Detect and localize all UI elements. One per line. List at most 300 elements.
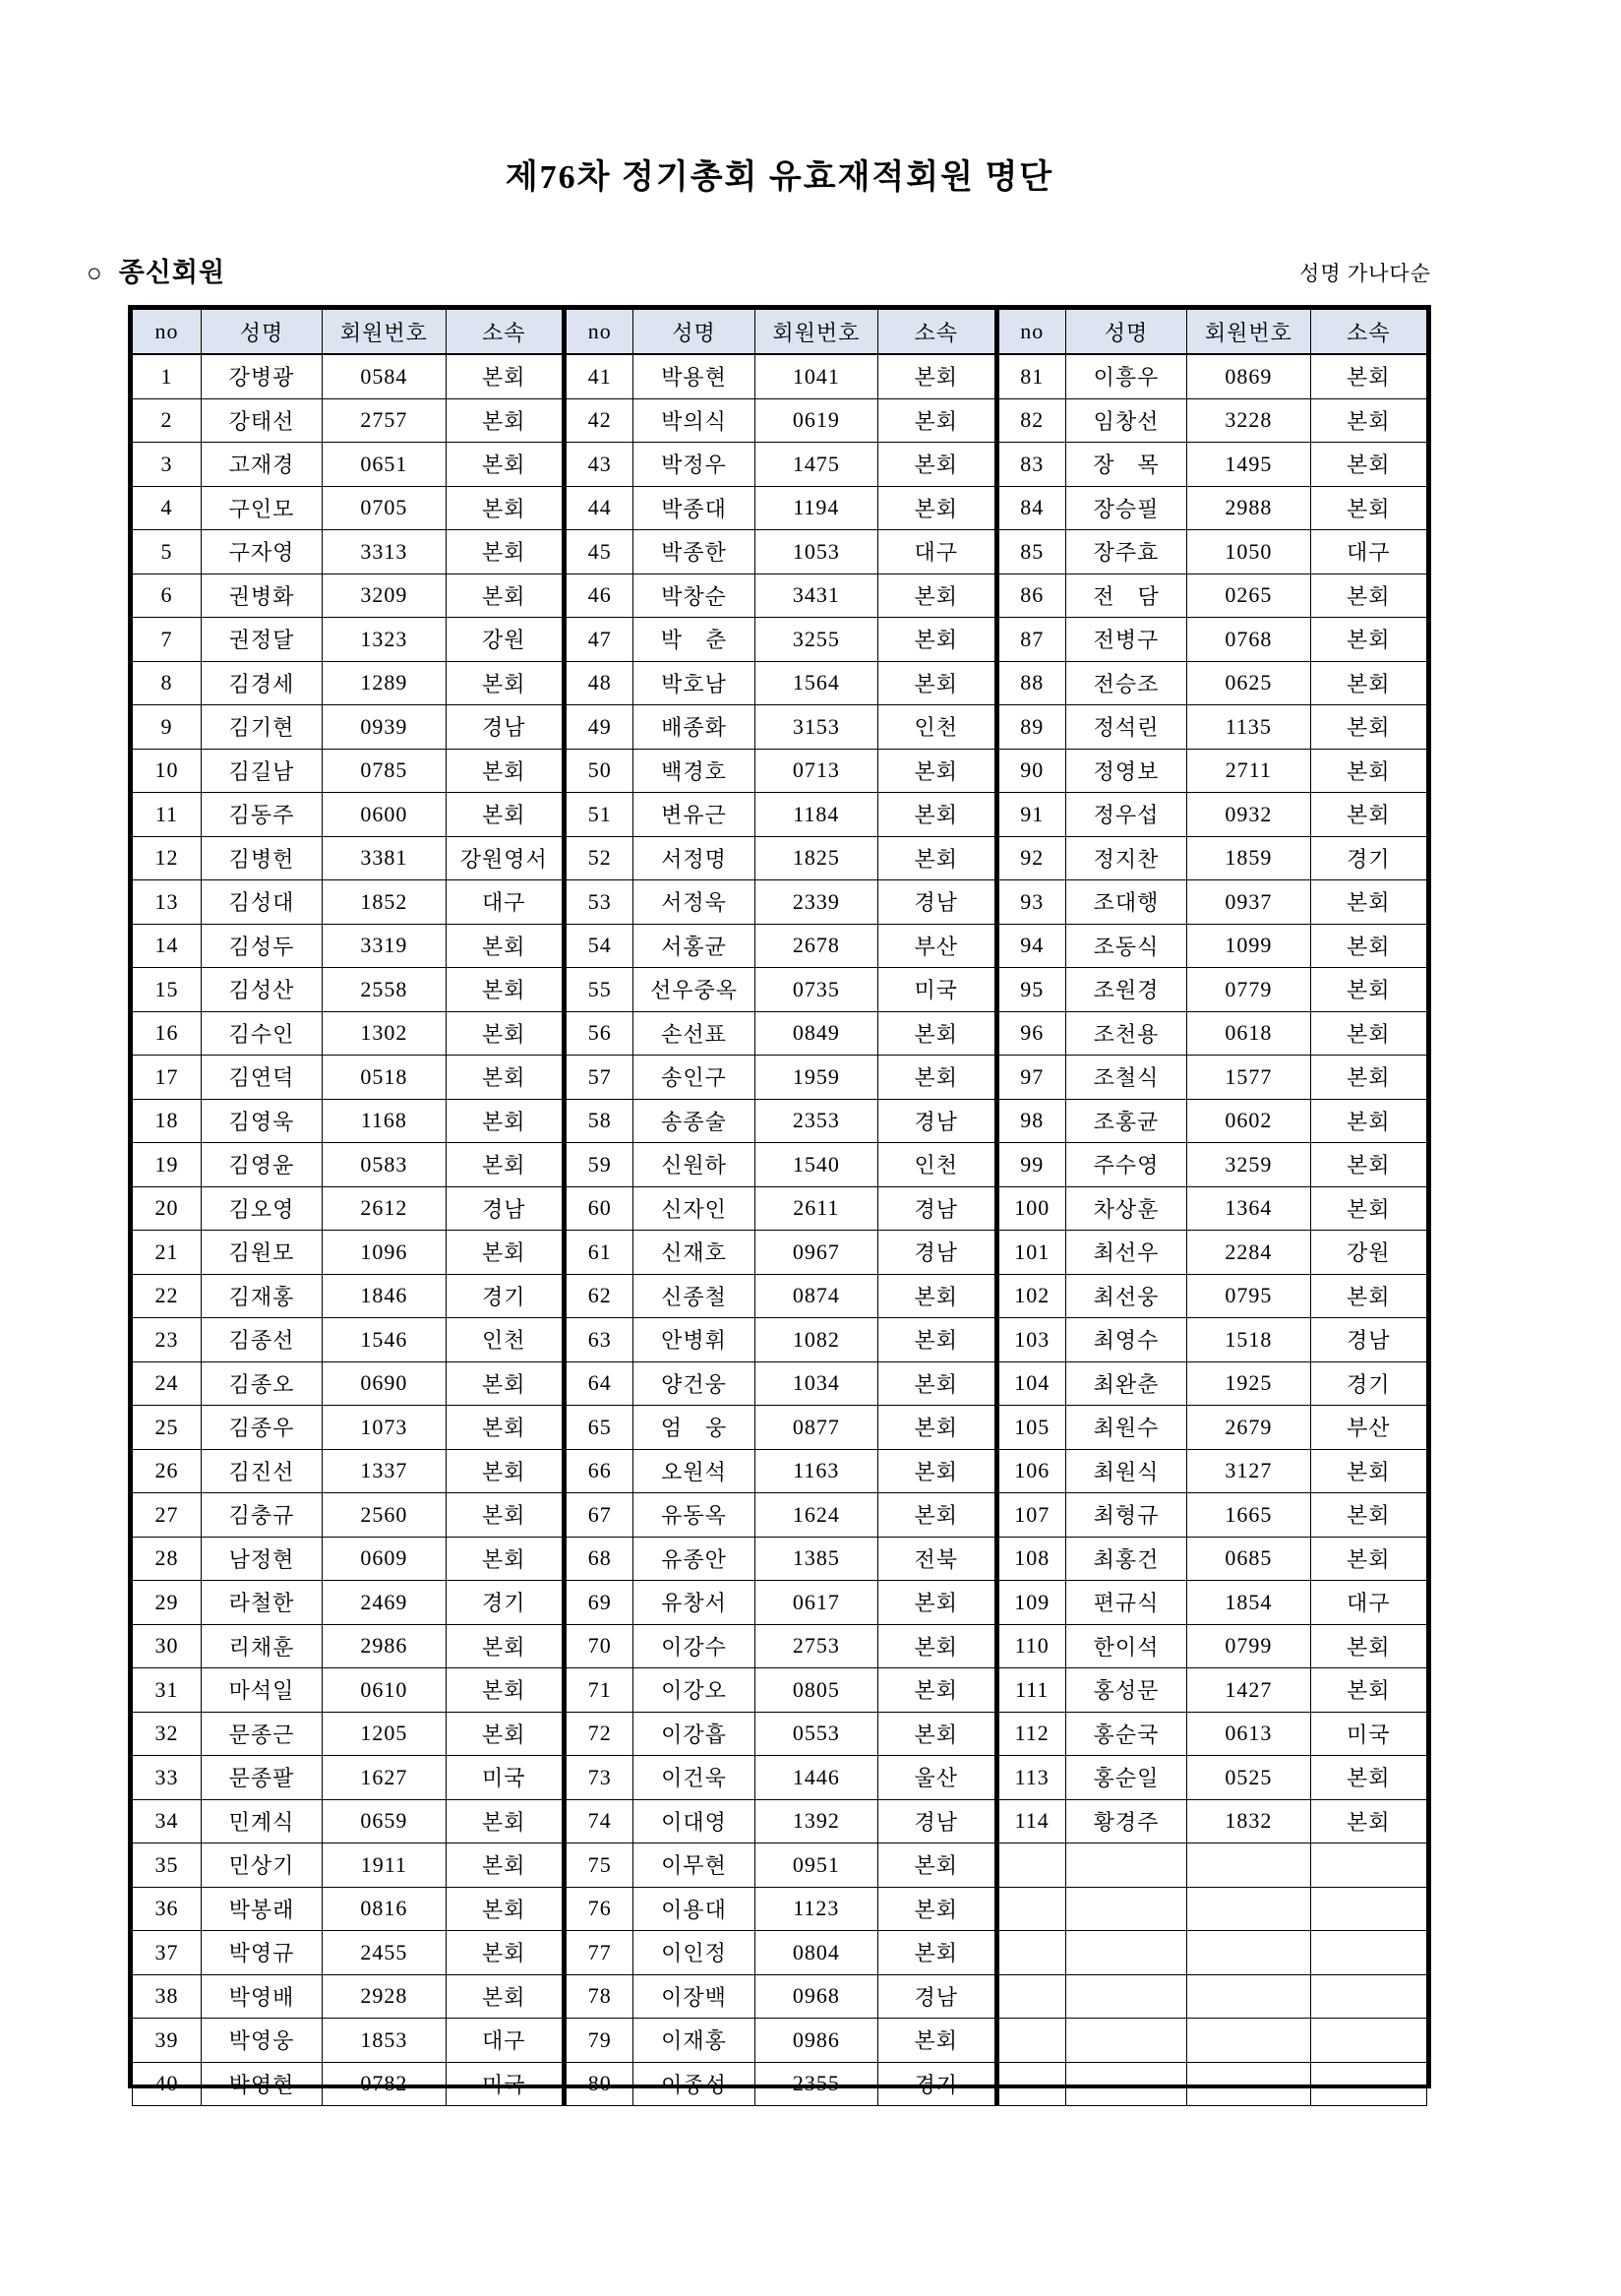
table-row <box>565 1011 994 1056</box>
cell-member-number: 0768 <box>1187 618 1310 662</box>
table-row <box>997 574 1427 618</box>
cell-member-number: 0877 <box>754 1406 877 1450</box>
cell-name: 이용대 <box>633 1887 754 1931</box>
table-row <box>565 530 994 574</box>
cell-name: 양건웅 <box>633 1361 754 1406</box>
cell-member-number: 2988 <box>1187 486 1310 530</box>
cell-member-number: 1289 <box>323 661 446 705</box>
cell-affiliation: 본회 <box>878 1843 994 1888</box>
cell-affiliation: 경남 <box>446 705 562 750</box>
cell-name: 김길남 <box>201 749 322 793</box>
cell-name: 라철한 <box>201 1581 322 1625</box>
cell-name: 오원석 <box>633 1449 754 1493</box>
cell-name: 신자인 <box>633 1186 754 1231</box>
cell-member-number: 2679 <box>1187 1406 1310 1450</box>
cell-affiliation: 본회 <box>446 486 562 530</box>
cell-no: 98 <box>997 1099 1066 1143</box>
cell-no: 43 <box>565 443 633 487</box>
cell-member-number: 0779 <box>1187 968 1310 1012</box>
table-row <box>997 1668 1427 1713</box>
cell-name: 김연덕 <box>201 1056 322 1100</box>
cell-no: 112 <box>997 1712 1066 1756</box>
empty-cell <box>997 1974 1066 2019</box>
cell-name: 이무현 <box>633 1843 754 1888</box>
cell-name: 선우중옥 <box>633 968 754 1012</box>
cell-member-number: 1495 <box>1187 443 1310 487</box>
cell-affiliation: 부산 <box>878 924 994 968</box>
cell-member-number: 1427 <box>1187 1668 1310 1713</box>
table-row <box>565 1493 994 1538</box>
cell-no: 19 <box>133 1143 202 1187</box>
cell-affiliation: 본회 <box>1310 1493 1426 1538</box>
cell-member-number: 2611 <box>754 1186 877 1231</box>
empty-cell <box>1310 1843 1426 1888</box>
cell-member-number: 1624 <box>754 1493 877 1538</box>
table-row <box>565 1624 994 1668</box>
table-row <box>565 1712 994 1756</box>
empty-cell <box>1065 2062 1186 2106</box>
cell-name: 최영수 <box>1065 1318 1186 1362</box>
cell-name: 정지찬 <box>1065 836 1186 880</box>
cell-member-number: 1846 <box>323 1274 446 1318</box>
cell-affiliation: 본회 <box>446 793 562 837</box>
table-row <box>133 836 563 880</box>
cell-name: 김원모 <box>201 1231 322 1275</box>
cell-no: 109 <box>997 1581 1066 1625</box>
cell-member-number: 1577 <box>1187 1056 1310 1100</box>
cell-name: 이강흡 <box>633 1712 754 1756</box>
table-row <box>565 1449 994 1493</box>
cell-no: 73 <box>565 1756 633 1800</box>
cell-name: 유창서 <box>633 1581 754 1625</box>
cell-affiliation: 본회 <box>1310 880 1426 925</box>
empty-cell <box>1065 2019 1186 2063</box>
cell-name: 홍성문 <box>1065 1668 1186 1713</box>
table-row <box>133 1318 563 1362</box>
cell-name: 박 춘 <box>633 618 754 662</box>
cell-name: 전승조 <box>1065 661 1186 705</box>
cell-member-number: 0805 <box>754 1668 877 1713</box>
cell-member-number: 0685 <box>1187 1537 1310 1581</box>
cell-no: 50 <box>565 749 633 793</box>
cell-no: 45 <box>565 530 633 574</box>
cell-affiliation: 본회 <box>446 749 562 793</box>
cell-member-number: 1546 <box>323 1318 446 1362</box>
cell-no: 92 <box>997 836 1066 880</box>
cell-affiliation: 경기 <box>1310 1361 1426 1406</box>
table-row <box>997 1406 1427 1450</box>
table-row <box>997 1099 1427 1143</box>
cell-member-number: 1168 <box>323 1099 446 1143</box>
empty-cell <box>1310 2019 1426 2063</box>
table-row <box>997 486 1427 530</box>
cell-name: 엄 웅 <box>633 1406 754 1450</box>
cell-name: 백경호 <box>633 749 754 793</box>
empty-cell <box>1187 1843 1310 1888</box>
cell-no: 51 <box>565 793 633 837</box>
cell-affiliation: 대구 <box>446 2019 562 2063</box>
column-header-member-number: 회원번호 <box>323 310 446 355</box>
cell-no: 58 <box>565 1099 633 1143</box>
table-row <box>997 924 1427 968</box>
cell-no: 41 <box>565 354 633 398</box>
table-row <box>565 1056 994 1100</box>
cell-member-number: 2711 <box>1187 749 1310 793</box>
cell-member-number: 1099 <box>1187 924 1310 968</box>
cell-no: 83 <box>997 443 1066 487</box>
cell-name: 김성두 <box>201 924 322 968</box>
cell-name: 김충규 <box>201 1493 322 1538</box>
cell-member-number: 1082 <box>754 1318 877 1362</box>
table-row <box>997 836 1427 880</box>
table-row <box>133 1537 563 1581</box>
cell-no: 97 <box>997 1056 1066 1100</box>
cell-affiliation: 경기 <box>878 2062 994 2106</box>
cell-name: 김오영 <box>201 1186 322 1231</box>
empty-cell <box>1310 1974 1426 2019</box>
cell-no: 71 <box>565 1668 633 1713</box>
cell-member-number: 0713 <box>754 749 877 793</box>
cell-no: 110 <box>997 1624 1066 1668</box>
empty-cell <box>1065 1931 1186 1975</box>
cell-no: 85 <box>997 530 1066 574</box>
table-row <box>565 2019 994 2063</box>
cell-affiliation: 본회 <box>446 1931 562 1975</box>
cell-name: 변유근 <box>633 793 754 837</box>
cell-affiliation: 본회 <box>446 1361 562 1406</box>
cell-no: 9 <box>133 705 202 750</box>
cell-affiliation: 본회 <box>878 749 994 793</box>
cell-member-number: 2353 <box>754 1099 877 1143</box>
cell-affiliation: 본회 <box>446 1799 562 1843</box>
cell-member-number: 1665 <box>1187 1493 1310 1538</box>
cell-member-number: 2757 <box>323 398 446 443</box>
cell-name: 서정명 <box>633 836 754 880</box>
cell-affiliation: 인천 <box>878 1143 994 1187</box>
table-row <box>565 1887 994 1931</box>
cell-affiliation: 본회 <box>878 1931 994 1975</box>
table-row <box>565 574 994 618</box>
cell-no: 62 <box>565 1274 633 1318</box>
cell-member-number: 0600 <box>323 793 446 837</box>
table-row <box>133 880 563 925</box>
header-row <box>565 310 994 355</box>
cell-name: 문종근 <box>201 1712 322 1756</box>
cell-name: 안병휘 <box>633 1318 754 1362</box>
member-table-group-2 <box>563 309 995 2106</box>
cell-affiliation: 본회 <box>446 1406 562 1450</box>
table-row <box>565 443 994 487</box>
cell-no: 40 <box>133 2062 202 2106</box>
table-row <box>997 1799 1427 1843</box>
cell-no: 95 <box>997 968 1066 1012</box>
cell-no: 93 <box>997 880 1066 925</box>
table-row <box>997 354 1427 398</box>
cell-affiliation: 본회 <box>878 661 994 705</box>
cell-member-number: 1825 <box>754 836 877 880</box>
cell-affiliation: 인천 <box>878 705 994 750</box>
cell-no: 103 <box>997 1318 1066 1362</box>
table-row <box>133 1712 563 1756</box>
cell-affiliation: 본회 <box>878 1668 994 1713</box>
cell-member-number: 1518 <box>1187 1318 1310 1362</box>
table-row <box>565 1186 994 1231</box>
cell-affiliation: 미국 <box>1310 1712 1426 1756</box>
table-row <box>133 2062 563 2106</box>
table-row <box>997 968 1427 1012</box>
empty-cell <box>997 1887 1066 1931</box>
cell-name: 남정현 <box>201 1537 322 1581</box>
cell-no: 18 <box>133 1099 202 1143</box>
cell-no: 101 <box>997 1231 1066 1275</box>
table-row <box>565 749 994 793</box>
cell-affiliation: 경남 <box>878 1974 994 2019</box>
cell-no: 21 <box>133 1231 202 1275</box>
cell-affiliation: 본회 <box>878 1712 994 1756</box>
column-header-name: 성명 <box>1065 310 1186 355</box>
table-row <box>133 793 563 837</box>
cell-no: 25 <box>133 1406 202 1450</box>
cell-affiliation: 본회 <box>1310 1186 1426 1231</box>
cell-affiliation: 본회 <box>1310 1099 1426 1143</box>
table-row <box>565 1931 994 1975</box>
cell-affiliation: 본회 <box>446 398 562 443</box>
cell-affiliation: 본회 <box>878 1318 994 1362</box>
table-row <box>565 793 994 837</box>
cell-affiliation: 부산 <box>1310 1406 1426 1450</box>
cell-no: 28 <box>133 1537 202 1581</box>
cell-name: 박창순 <box>633 574 754 618</box>
cell-name: 김수인 <box>201 1011 322 1056</box>
cell-affiliation: 경남 <box>878 1231 994 1275</box>
cell-no: 11 <box>133 793 202 837</box>
cell-affiliation: 본회 <box>446 530 562 574</box>
cell-affiliation: 본회 <box>446 354 562 398</box>
cell-name: 김경세 <box>201 661 322 705</box>
cell-name: 이종성 <box>633 2062 754 2106</box>
cell-member-number: 2355 <box>754 2062 877 2106</box>
table-row <box>997 1011 1427 1056</box>
table-row <box>133 1756 563 1800</box>
cell-member-number: 1911 <box>323 1843 446 1888</box>
empty-row <box>997 1974 1427 2019</box>
cell-member-number: 0849 <box>754 1011 877 1056</box>
cell-no: 94 <box>997 924 1066 968</box>
cell-member-number: 1323 <box>323 618 446 662</box>
cell-name: 마석일 <box>201 1668 322 1713</box>
cell-member-number: 1050 <box>1187 530 1310 574</box>
cell-affiliation: 대구 <box>878 530 994 574</box>
empty-cell <box>1310 2062 1426 2106</box>
cell-affiliation: 본회 <box>1310 661 1426 705</box>
table-row <box>997 1274 1427 1318</box>
cell-affiliation: 강원영서 <box>446 836 562 880</box>
cell-no: 7 <box>133 618 202 662</box>
cell-no: 84 <box>997 486 1066 530</box>
cell-affiliation: 본회 <box>1310 1056 1426 1100</box>
table-row <box>565 618 994 662</box>
cell-name: 문종팔 <box>201 1756 322 1800</box>
column-header-affiliation: 소속 <box>446 310 562 355</box>
cell-no: 27 <box>133 1493 202 1538</box>
cell-affiliation: 본회 <box>446 1099 562 1143</box>
cell-member-number: 1041 <box>754 354 877 398</box>
table-row <box>997 1537 1427 1581</box>
column-header-no: no <box>997 310 1066 355</box>
cell-affiliation: 본회 <box>878 354 994 398</box>
cell-name: 송인구 <box>633 1056 754 1100</box>
cell-name: 김재홍 <box>201 1274 322 1318</box>
cell-no: 23 <box>133 1318 202 1362</box>
cell-no: 88 <box>997 661 1066 705</box>
cell-name: 박의식 <box>633 398 754 443</box>
cell-affiliation: 본회 <box>878 1011 994 1056</box>
column-header-affiliation: 소속 <box>1310 310 1426 355</box>
table-row <box>997 443 1427 487</box>
cell-member-number: 1364 <box>1187 1186 1310 1231</box>
cell-member-number: 0804 <box>754 1931 877 1975</box>
cell-member-number: 0967 <box>754 1231 877 1275</box>
cell-no: 4 <box>133 486 202 530</box>
cell-name: 박호남 <box>633 661 754 705</box>
table-row <box>997 1186 1427 1231</box>
cell-member-number: 1135 <box>1187 705 1310 750</box>
cell-member-number: 1073 <box>323 1406 446 1450</box>
cell-affiliation: 본회 <box>878 793 994 837</box>
table-row <box>133 530 563 574</box>
cell-affiliation: 미국 <box>446 2062 562 2106</box>
cell-no: 15 <box>133 968 202 1012</box>
table-row <box>133 749 563 793</box>
table-row <box>997 1756 1427 1800</box>
cell-no: 29 <box>133 1581 202 1625</box>
cell-affiliation: 본회 <box>878 1274 994 1318</box>
cell-name: 박영배 <box>201 1974 322 2019</box>
cell-name: 홍순일 <box>1065 1756 1186 1800</box>
cell-member-number: 0613 <box>1187 1712 1310 1756</box>
cell-member-number: 1385 <box>754 1537 877 1581</box>
cell-affiliation: 경남 <box>1310 1318 1426 1362</box>
cell-no: 14 <box>133 924 202 968</box>
cell-name: 박용현 <box>633 354 754 398</box>
cell-name: 최형규 <box>1065 1493 1186 1538</box>
cell-affiliation: 본회 <box>446 1668 562 1713</box>
cell-affiliation: 경기 <box>446 1581 562 1625</box>
cell-member-number: 0869 <box>1187 354 1310 398</box>
empty-cell <box>1187 1887 1310 1931</box>
cell-member-number: 0553 <box>754 1712 877 1756</box>
table-row <box>133 1143 563 1187</box>
table-row <box>997 749 1427 793</box>
table-row <box>565 1974 994 2019</box>
cell-no: 42 <box>565 398 633 443</box>
cell-no: 72 <box>565 1712 633 1756</box>
cell-member-number: 2558 <box>323 968 446 1012</box>
cell-affiliation: 전북 <box>878 1537 994 1581</box>
cell-member-number: 0618 <box>1187 1011 1310 1056</box>
cell-name: 고재경 <box>201 443 322 487</box>
cell-name: 박봉래 <box>201 1887 322 1931</box>
cell-name: 김성대 <box>201 880 322 925</box>
table-row <box>133 1099 563 1143</box>
cell-name: 김영윤 <box>201 1143 322 1187</box>
member-table-group-3 <box>995 309 1428 2106</box>
cell-member-number: 0816 <box>323 1887 446 1931</box>
cell-member-number: 0610 <box>323 1668 446 1713</box>
cell-name: 강병광 <box>201 354 322 398</box>
table-row <box>565 1668 994 1713</box>
cell-no: 24 <box>133 1361 202 1406</box>
cell-no: 16 <box>133 1011 202 1056</box>
cell-affiliation: 본회 <box>446 1143 562 1187</box>
cell-no: 8 <box>133 661 202 705</box>
cell-name: 차상훈 <box>1065 1186 1186 1231</box>
cell-member-number: 1096 <box>323 1231 446 1275</box>
cell-name: 정석린 <box>1065 705 1186 750</box>
cell-member-number: 1853 <box>323 2019 446 2063</box>
table-row <box>133 1799 563 1843</box>
cell-name: 장주효 <box>1065 530 1186 574</box>
empty-row <box>997 1931 1427 1975</box>
cell-no: 69 <box>565 1581 633 1625</box>
table-row <box>133 574 563 618</box>
cell-no: 33 <box>133 1756 202 1800</box>
cell-member-number: 1832 <box>1187 1799 1310 1843</box>
cell-no: 114 <box>997 1799 1066 1843</box>
empty-cell <box>1065 1974 1186 2019</box>
cell-no: 99 <box>997 1143 1066 1187</box>
cell-no: 34 <box>133 1799 202 1843</box>
cell-affiliation: 대구 <box>1310 1581 1426 1625</box>
table-row <box>133 1668 563 1713</box>
table-row <box>997 1493 1427 1538</box>
cell-name: 조원경 <box>1065 968 1186 1012</box>
cell-member-number: 1959 <box>754 1056 877 1100</box>
cell-name: 민계식 <box>201 1799 322 1843</box>
table-row <box>565 1756 994 1800</box>
cell-affiliation: 본회 <box>446 1712 562 1756</box>
cell-affiliation: 본회 <box>878 2019 994 2063</box>
sort-order-note: 성명 가나다순 <box>1299 262 1431 285</box>
table-row <box>133 1887 563 1931</box>
column-header-member-number: 회원번호 <box>754 310 877 355</box>
cell-affiliation: 대구 <box>446 880 562 925</box>
cell-affiliation: 본회 <box>878 836 994 880</box>
cell-member-number: 3259 <box>1187 1143 1310 1187</box>
table-row <box>997 1581 1427 1625</box>
cell-no: 102 <box>997 1274 1066 1318</box>
cell-no: 106 <box>997 1449 1066 1493</box>
cell-name: 민상기 <box>201 1843 322 1888</box>
cell-affiliation: 본회 <box>878 1887 994 1931</box>
table-row <box>997 880 1427 925</box>
cell-affiliation: 본회 <box>446 1231 562 1275</box>
cell-member-number: 1337 <box>323 1449 446 1493</box>
cell-no: 2 <box>133 398 202 443</box>
cell-no: 44 <box>565 486 633 530</box>
cell-no: 31 <box>133 1668 202 1713</box>
cell-member-number: 0939 <box>323 705 446 750</box>
cell-no: 100 <box>997 1186 1066 1231</box>
cell-affiliation: 본회 <box>446 443 562 487</box>
table-row <box>133 1449 563 1493</box>
cell-affiliation: 미국 <box>446 1756 562 1800</box>
cell-name: 조철식 <box>1065 1056 1186 1100</box>
cell-member-number: 1627 <box>323 1756 446 1800</box>
cell-member-number: 1205 <box>323 1712 446 1756</box>
table-row <box>133 1231 563 1275</box>
table-row <box>997 1624 1427 1668</box>
